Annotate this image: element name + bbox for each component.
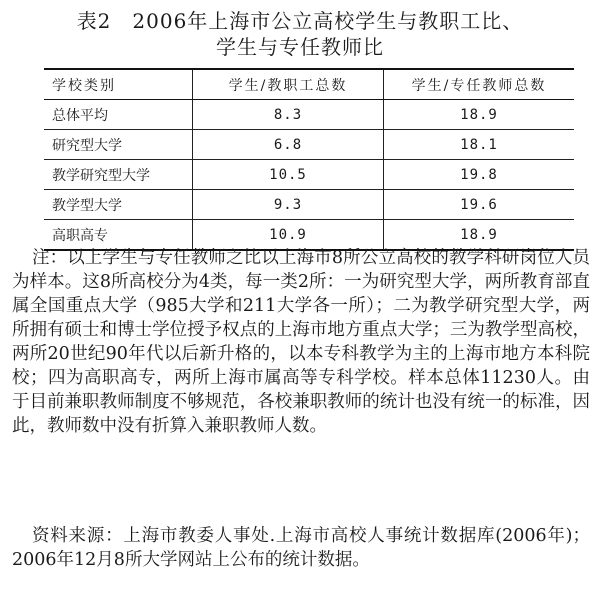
table-caption-line-2: 学生与专任教师比 bbox=[216, 35, 384, 59]
cell-staff-ratio: 10.5 bbox=[193, 160, 384, 190]
cell-school-type: 教学型大学 bbox=[44, 190, 193, 220]
table-row bbox=[44, 130, 574, 160]
cell-staff-ratio: 9.3 bbox=[193, 190, 384, 220]
header-staff-ratio: 学生/教职工总数 bbox=[193, 69, 384, 100]
header-teacher-ratio: 学生/专任教师总数 bbox=[384, 69, 575, 100]
table-header-row bbox=[44, 69, 574, 100]
cell-teacher-ratio: 19.6 bbox=[384, 190, 575, 220]
cell-teacher-ratio: 18.9 bbox=[384, 100, 575, 130]
cell-teacher-ratio: 18.9 bbox=[384, 220, 575, 251]
cell-school-type: 总体平均 bbox=[44, 100, 193, 130]
table-caption-line-1: 表2 2006年上海市公立高校学生与教职工比、 bbox=[76, 9, 524, 33]
cell-teacher-ratio: 18.1 bbox=[384, 130, 575, 160]
ratio-table bbox=[44, 68, 574, 251]
table-row bbox=[44, 100, 574, 130]
data-source: 资料来源：上海市教委人事处.上海市高校人事统计数据库(2006年)；2006年12月8所大学网站上公布的统计数据。 bbox=[12, 526, 590, 570]
table-row bbox=[44, 190, 574, 220]
table-note: 注：以上学生与专任教师之比以上海市8所公立高校的教学科研岗位人员为样本。这8所高校分为4类，每一类2所：一为研究型大学，两所教育部直属全国重点大学（985大学和211大学各一所）；二为教学研究型大学，两所拥有硕士和博士学位授予权点的上海市地方重点大学；三为教学型高校，两所20世纪90年代以后新升格的，以本专科教学为主的上海市地方本科院校；四为高职高专，两所上海市属高等专科学校。样本总体11230人。由于目前兼职教师制度不够规范，各校兼职教师的统计也没有统一的标准，因此，教师数中没有折算入兼职教师人数。 bbox=[12, 248, 590, 436]
cell-school-type: 教学研究型大学 bbox=[44, 160, 193, 190]
cell-staff-ratio: 10.9 bbox=[193, 220, 384, 251]
table-row bbox=[44, 160, 574, 190]
cell-school-type: 研究型大学 bbox=[44, 130, 193, 160]
cell-staff-ratio: 8.3 bbox=[193, 100, 384, 130]
cell-school-type: 高职高专 bbox=[44, 220, 193, 251]
cell-teacher-ratio: 19.8 bbox=[384, 160, 575, 190]
cell-staff-ratio: 6.8 bbox=[193, 130, 384, 160]
header-school-type: 学校类别 bbox=[44, 69, 193, 100]
